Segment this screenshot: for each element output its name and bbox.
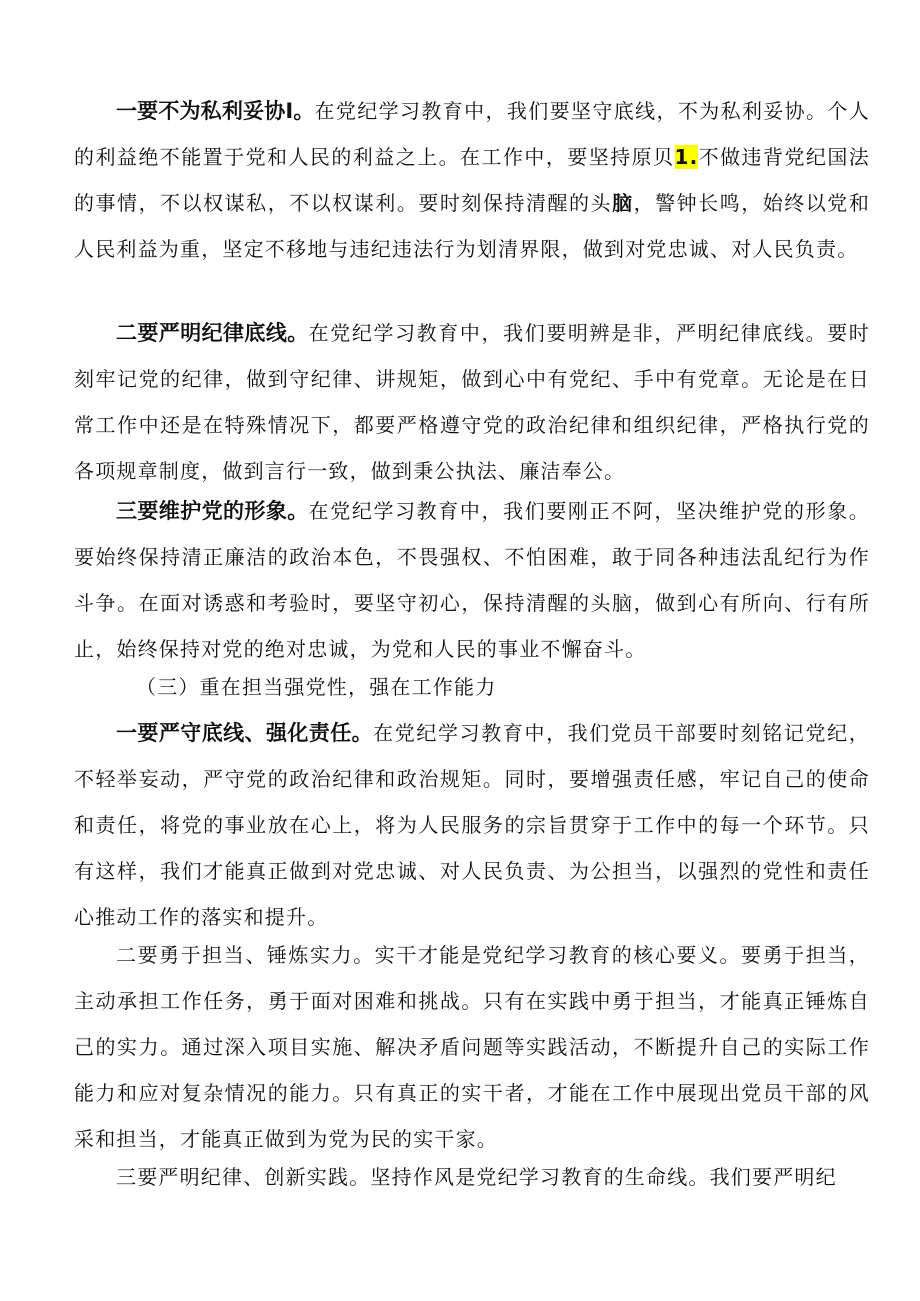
paragraph-1-text-a: 在党纪学习教育中，我们要坚守底线，不为私利妥协。个人的利益绝不能置于党和人民的利益之上。在工作中，要坚持原贝 [74,99,870,169]
paragraph-1-text-b: 不做违背党纪国法的事情，不以权谋私，不以权谋利。要时刻保持清醒的头 [74,145,870,215]
paragraph-2-text: 在党纪学习教育中，我们要明辨是非，严明纪律底线。要时刻牢记党的纪律，做到守纪律、讲规矩，做到心中有党纪、手中有党章。无论是在日常工作中还是在特殊情况下，都要严格遵守党的政治纪律和组织纪律，严格执行党的各项规章制度，做到言行一致，做到秉公执法、廉洁奉公。 [74,321,871,483]
paragraph-6: 三要严明纪律、创新实践。坚持作风是党纪学习教育的生命线。我们要严明纪 [116,1165,837,1189]
paragraph-1-bold-char: 脑 [612,191,634,215]
paragraph-3-text: 在党纪学习教育中，我们要刚正不阿，坚决维护党的形象。要始终保持清正廉洁的政治本色，不畏强权、不怕困难，敢于同各种违法乱纪行为作斗争。在面对诱惑和考验时，要坚守初心，保持清醒的头脑，做到心有所向、行有所止，始终保持对党的绝对忠诚，为党和人民的事业不懈奋斗。 [74,499,871,661]
paragraph-4-heading: 一要严守底线、强化责任。 [116,721,374,745]
paragraph-3-heading: 三要维护党的形象。 [116,499,309,523]
paragraph-2-heading: 二要严明纪律底线。 [116,321,309,345]
paragraph-1 [74,88,870,272]
paragraph-5: 二要勇于担当、锤炼实力。实干才能是党纪学习教育的核心要义。要勇于担当，主动承担工作任务，勇于面对困难和挑战。只有在实践中勇于担当，才能真正锤炼自己的实力。通过深入项目实施、解决矛盾问题等实践活动，不断提升自己的实际工作能力和应对复杂情况的能力。只有真正的实干者，才能在工作中展现出党员干部的风采和担当，才能真正做到为党为民的实干家。 [74,943,870,1151]
section-title: （三）重在担当强党性，强在工作能力 [136,675,497,699]
paragraph-4 [74,710,870,940]
paragraph-4-text: 在党纪学习教育中，我们党员干部要时刻铭记党纪，不轻举妄动，严守党的政治纪律和政治规矩。同时，要增强责任感，牢记自己的使命和责任，将党的事业放在心上，将为人民服务的宗旨贯穿于工作中的每一个环节。只有这样，我们才能真正做到对党忠诚、对人民负责、为公担当，以强烈的党性和责任心推动工作的落实和提升。 [74,721,870,929]
paragraph-1-heading: 一要不为私利妥协I。 [116,99,315,123]
paragraph-2 [74,310,870,494]
paragraph-3 [74,488,870,672]
paragraph-1-text-c: ，警钟长鸣，始终以党和人民利益为重，坚定不移地与违纪违法行为划清界限，做到对党忠诚、对人民负责。 [74,191,871,261]
highlighted-text: 1. [674,145,699,169]
